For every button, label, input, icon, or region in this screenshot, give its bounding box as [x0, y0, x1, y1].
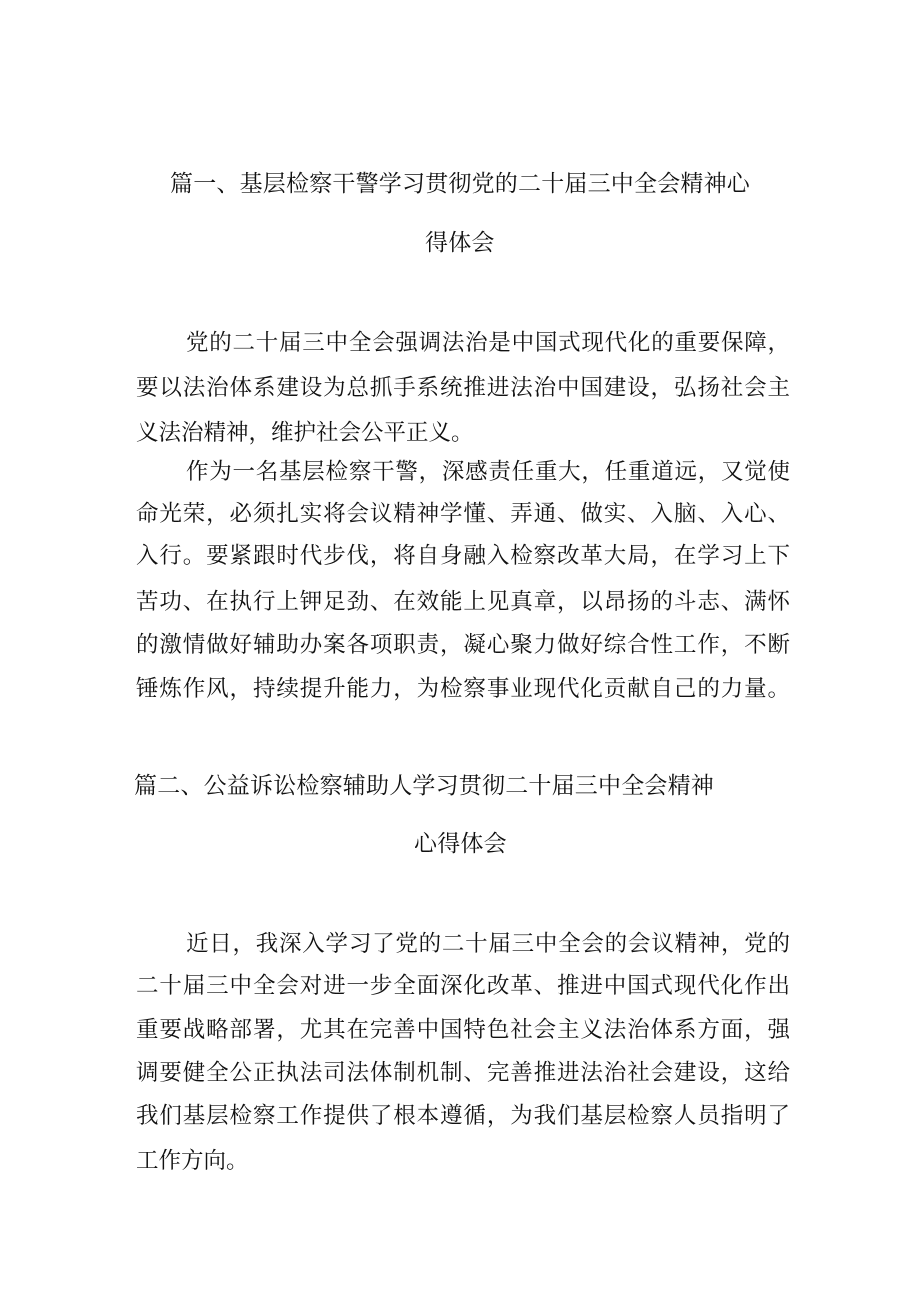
section2-title-line1: 篇二、公益诉讼检察辅助人学习贯彻二十届三中全会精神 — [134, 773, 714, 799]
section1-para1-line2: 要以法治体系建设为总抓手系统推进法治中国建设，弘扬社会主 — [136, 375, 790, 401]
section1-para1-line1: 党的二十届三中全会强调法治是中国式现代化的重要保障， — [186, 330, 790, 356]
section1-title-line1: 篇一、基层检察干警学习贯彻党的二十届三中全会精神心 — [170, 171, 750, 197]
section1-para2-line6: 锤炼作风，持续提升能力，为检察事业现代化贡献自己的力量。 — [136, 676, 790, 702]
section1-para2-line2: 命光荣，必须扎实将会议精神学懂、弄通、做实、入脑、入心、 — [136, 501, 790, 527]
section2-para1-line1: 近日，我深入学习了党的二十届三中全会的会议精神，党的 — [186, 931, 790, 957]
section2-para1-line2: 二十届三中全会对进一步全面深化改革、推进中国式现代化作出 — [136, 973, 790, 999]
section1-para2-line4: 苦功、在执行上钾足劲、在效能上见真章，以昂扬的斗志、满怀 — [136, 589, 790, 615]
section2-title-line2: 心得体会 — [414, 831, 507, 857]
section1-para2-line1: 作为一名基层检察干警，深感责任重大，任重道远，又觉使 — [186, 459, 790, 485]
section2-para1-line6: 工作方向。 — [136, 1148, 249, 1174]
section2-para1-line3: 重要战略部署，尤其在完善中国特色社会主义法治体系方面，强 — [136, 1017, 790, 1043]
section1-para1-line3: 义法治精神，维护社会公平正义。 — [136, 420, 474, 446]
section1-title-line2: 得体会 — [425, 230, 495, 256]
section1-para2-line3: 入行。要紧跟时代步伐，将自身融入检察改革大局，在学习上下 — [136, 543, 790, 569]
section2-para1-line5: 我们基层检察工作提供了根本遵循，为我们基层检察人员指明了 — [136, 1103, 790, 1129]
section1-para2-line5: 的激情做好辅助办案各项职责，凝心聚力做好综合性工作，不断 — [136, 632, 790, 658]
section2-para1-line4: 调要健全公正执法司法体制机制、完善推进法治社会建设，这给 — [136, 1060, 790, 1086]
